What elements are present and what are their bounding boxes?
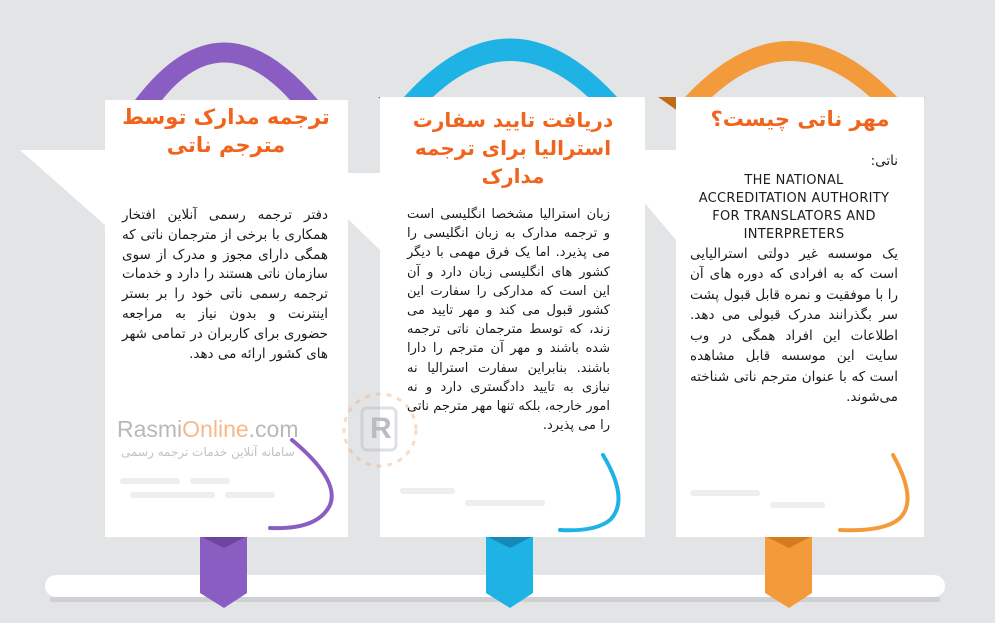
card-2-body: زبان استرالیا مشخصا انگلیسی است و ترجمه مدارک به زبان انگلیسی را می پذیرد. اما یک فرق مهمی با دیگر کشور های انگلیسی زبان دارد و آن این است که مدارکی را سفارت این کشور قبول می کند و مهر تایید می زند، که توسط مترجمان ناتی ترجمه شده باشند و مهر آن مترجم را دارا باشند. بنابراین سفارت استرالیا نه نیازی به تایید دادگستری دارد و نه امور خارجه، بلکه تنها مهر مترجم ناتی را می پذیرد. <box>407 207 610 434</box>
watermark-subtitle: سامانه آنلاین خدمات ترجمه رسمی <box>121 445 295 459</box>
card-1-title: مهر ناتی چیست؟ <box>710 107 890 131</box>
watermark-brand-a: Rasmi <box>117 416 183 442</box>
card-3-body: دفتر ترجمه رسمی آنلاین افتخار همکاری با برخی از مترجمان ناتی که همگی دارای مجوز و مدرک از سوی سازمان ناتی هستند را دارد و خدمات ترجمه رسمی ناتی خود را بر بستر اینترنت و بدون نیاز به مراجعه حضوری برای کاربران در تمامی شهر های کشور ارائه می دهد. <box>122 207 328 362</box>
watermark-brand-b: Online <box>182 416 249 442</box>
watermark-brand <box>117 416 299 443</box>
card-1-english: THE NATIONAL ACCREDITATION AUTHORITY FOR TRANSLATORS AND INTERPRETERS <box>698 172 890 242</box>
card-2-title: دریافت تایید سفارت استرالیا برای ترجمه مدارک <box>412 108 614 188</box>
logo-letter: R <box>370 412 392 445</box>
card-1-body-wrapper <box>690 152 898 408</box>
card-3-title: ترجمه مدارک توسط مترجم ناتی <box>122 105 330 157</box>
card-1-lead: ناتی: <box>870 153 898 169</box>
watermark-brand-c: .com <box>248 416 299 442</box>
card-1-body: یک موسسه غیر دولتی استرالیایی است که به افرادی که دوره های آن را با موفقیت و نمره قابل قبول پشت سر بگذرانند مدرک قبولی می دهد. اطلاعات این افراد همگی در وب سایت این موسسه قابل مشاهده است که با عنوان مترجم ناتی شناخته می‌شوند. <box>690 245 898 406</box>
